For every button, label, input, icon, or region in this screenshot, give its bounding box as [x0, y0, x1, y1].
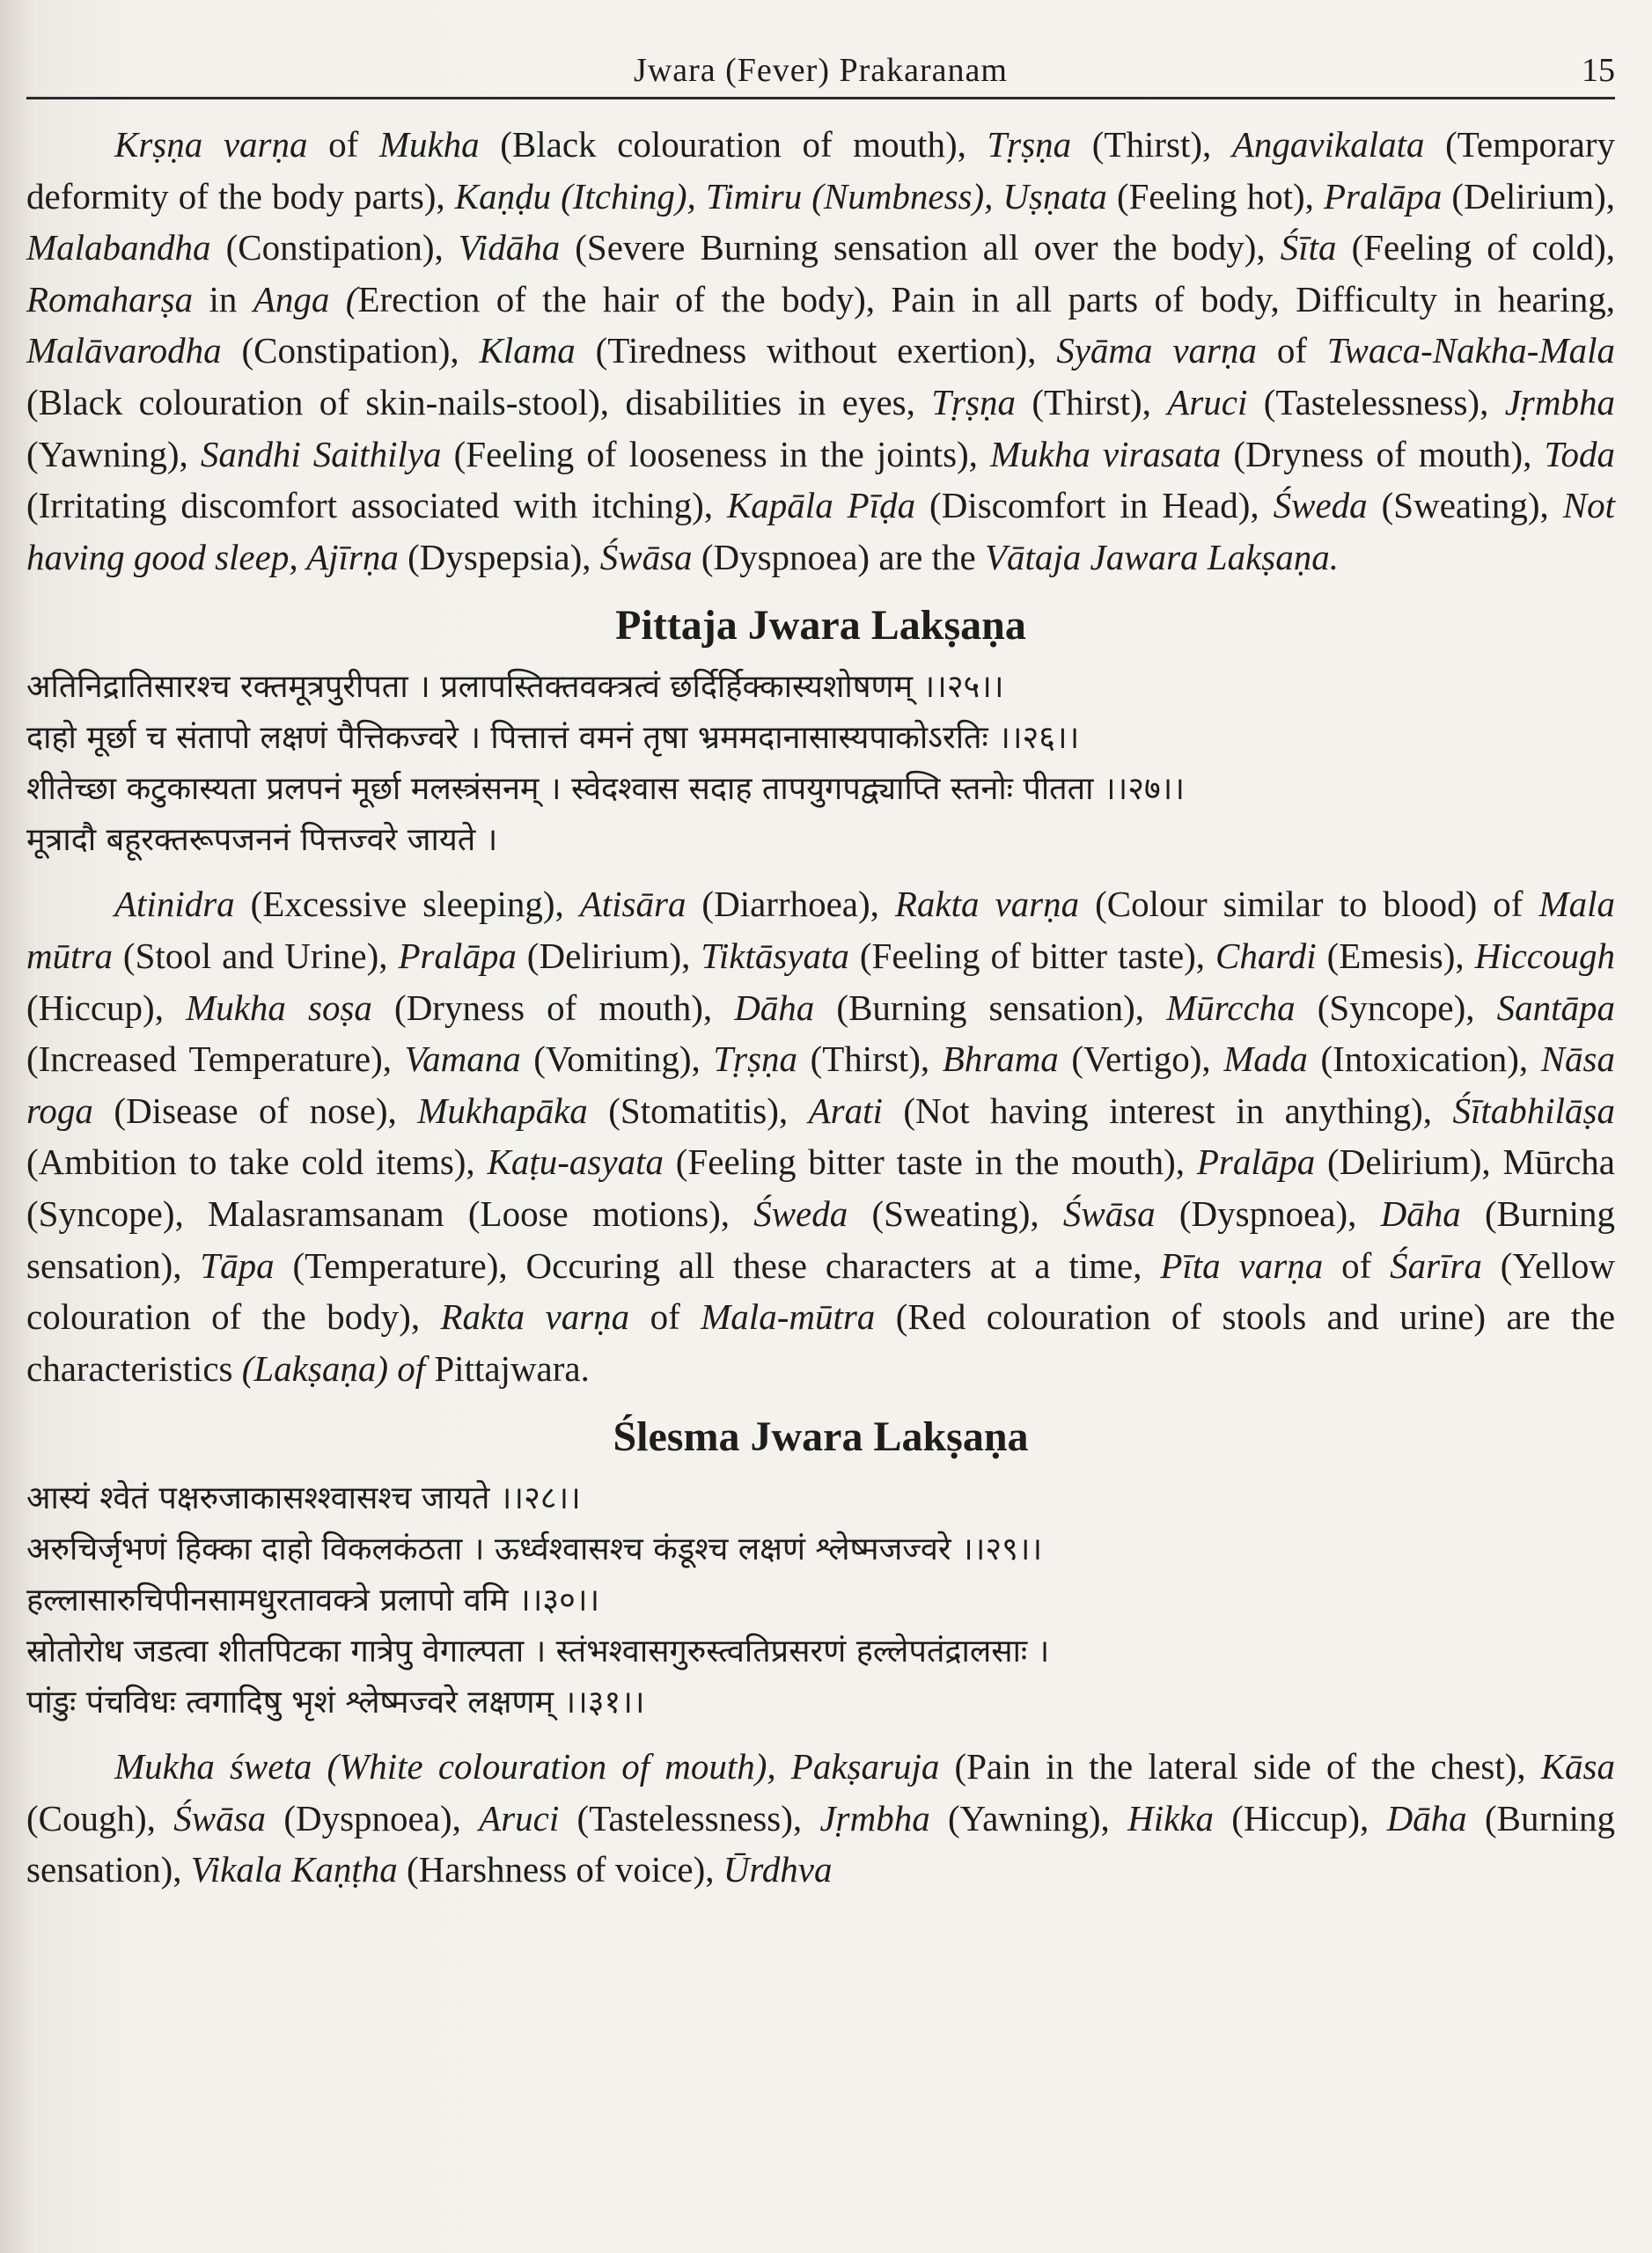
pittaja-verses [26, 662, 1615, 866]
sanskrit-verse-line: दाहो मूर्छा च संतापो लक्षणं पैत्तिकज्वरे । पित्तात्तं वमनं तृषा भ्रममदानासास्यपाकोऽरतिः ।।२६।। [26, 720, 1080, 757]
slesma-heading: Ślesma Jwara Lakṣaṇa [613, 1413, 1029, 1461]
slesma-paragraph: Mukha śweta (White colouration of mouth), Pakṣaruja (Pain in the lateral side of the chest), Kāsa (Cough), Śwāsa (Dyspnoea), Aruci (Tastelessness), Jṛmbha (Yawning), Hikka (Hiccup), Dāha (Burning sensation), Vikala Kaṇṭha (Harshness of voice), Ūrdhva [26, 1746, 1616, 1890]
sanskrit-verse-line: पांडुः पंचविधः त्वगादिषु भृशं श्लेष्मज्वरे लक्षणम् ।।३१।। [26, 1684, 645, 1721]
slesma-verses [26, 1473, 1615, 1728]
sanskrit-verse-line: शीतेच्छा कटुकास्यता प्रलपनं मूर्छा मलस्त्रंसनम् । स्वेदश्वास सदाह तापयुगपद्व्याप्ति स्तनोः पीतता ।।२७।। [26, 771, 1185, 808]
sanskrit-verse-line: अतिनिद्रातिसारश्च रक्तमूत्रपुरीपता । प्रलापस्तिक्तवक्त्रत्वं छर्दिर्हिक्कास्यशोषणम् ।।२५।। [26, 669, 1004, 706]
running-header [26, 44, 1615, 99]
page-number: 15 [1582, 52, 1615, 89]
sanskrit-verse-line: मूत्रादौ बहूरक्तरूपजननं पित्तज्वरे जायते । [26, 822, 498, 859]
pittaja-heading: Pittaja Jwara Lakṣaṇa [615, 602, 1026, 649]
book-page [26, 44, 1615, 1896]
sanskrit-verse-line: अरुचिर्जृभणं हिक्का दाहो विकलकंठता । ऊर्ध्वश्वासश्च कंडूश्च लक्षणं श्लेष्मजज्वरे ।।२९।। [26, 1531, 1043, 1568]
pittaja-paragraph: Atinidra (Excessive sleeping), Atisāra (Diarrhoea), Rakta varṇa (Colour similar to blood) of Mala mūtra (Stool and Urine), Pralāpa (Delirium), Tiktāsyata (Feeling of bitter taste), Chardi (Emesis), Hiccough (Hiccup), Mukha soṣa (Dryness of mouth), Dāha (Burning sensation), Mūrccha (Syncope), Santāpa (Increased Temperature), Vamana (Vomiting), Tṛṣṇa (Thirst), Bhrama (Vertigo), Mada (Intoxication), Nāsa roga (Disease of nose), Mukhapāka (Stomatitis), Arati (Not having interest in anything), Śītabhilāṣa (Ambition to take cold items), Kaṭu-asyata (Feeling bitter taste in the mouth), Pralāpa (Delirium), Mūrcha (Syncope), Malasramsanam (Loose motions), Śweda (Sweating), Śwāsa (Dyspnoea), Dāha (Burning sensation), Tāpa (Temperature), Occuring all these characters at a time, Pīta varṇa of Śarīra (Yellow colouration of the body), Rakta varṇa of Mala-mūtra (Red colouration of stools and urine) are the characteristics (Lakṣaṇa) of Pittajwara. [26, 884, 1616, 1389]
sanskrit-verse-line: स्रोतोरोध जडत्वा शीतपिटका गात्रेपु वेगाल्पता । स्तंभश्वासगुरुस्त्वतिप्रसरणं हल्लेपतंद्रालसाः । [26, 1633, 1050, 1670]
running-title: Jwara (Fever) Prakaranam [634, 52, 1008, 89]
sanskrit-verse-line: हल्लासारुचिपीनसामधुरतावक्त्रे प्रलापो वमि ।।३०।। [26, 1582, 600, 1619]
sanskrit-verse-line: आस्यं श्वेतं पक्षरुजाकासश्श्वासश्च जायते ।।२८।। [26, 1480, 581, 1517]
vataja-paragraph: Krṣṇa varṇa of Mukha (Black colouration of mouth), Tṛṣṇa (Thirst), Angavikalata (Temporary deformity of the body parts), Kaṇḍu (Itching), Timiru (Numbness), Uṣṇata (Feeling hot), Pralāpa (Delirium), Malabandha (Constipation), Vidāha (Severe Burning sensation all over the body), Śīta (Feeling of cold), Romaharṣa in Anga (Erection of the hair of the body), Pain in all parts of body, Difficulty in hearing, Malāvarodha (Constipation), Klama (Tiredness without exertion), Syāma varṇa of Twaca-Nakha-Mala (Black colouration of skin-nails-stool), disabilities in eyes, Tṛṣṇa (Thirst), Aruci (Tastelessness), Jṛmbha (Yawning), Sandhi Saithilya (Feeling of looseness in the joints), Mukha virasata (Dryness of mouth), Toda (Irritating discomfort associated with itching), Kapāla Pīḍa (Discomfort in Head), Śweda (Sweating), Not having good sleep, Ajīrṇa (Dyspepsia), Śwāsa (Dyspnoea) are the Vātaja Jawara Lakṣaṇa. [26, 124, 1615, 577]
